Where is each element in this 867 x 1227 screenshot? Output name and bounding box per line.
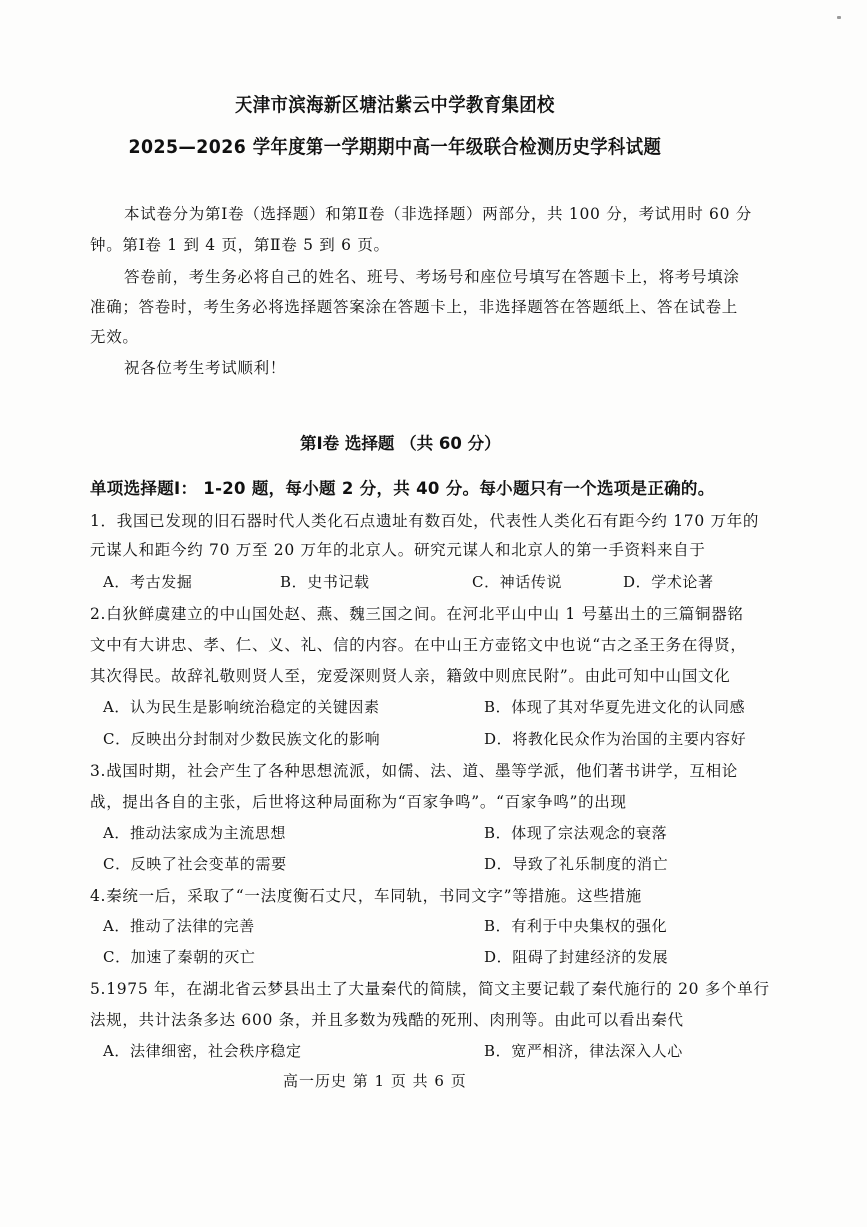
question-3-option-b: B．体现了宗法观念的衰落 <box>484 824 668 842</box>
question-4-option-d: D．阻碍了封建经济的发展 <box>484 948 669 966</box>
question-3-option-a: A．推动法家成为主流思想 <box>103 824 287 842</box>
question-4-option-b: B．有利于中央集权的强化 <box>484 917 668 935</box>
question-5-option-a: A．法律细密，社会秩序稳定 <box>103 1042 302 1060</box>
question-4-option-c: C．加速了秦朝的灭亡 <box>103 948 256 966</box>
question-3-line-2: 战，提出各自的主张，后世将这种局面称为“百家争鸣”。“百家争鸣”的出现 <box>90 793 627 811</box>
corner-mark <box>837 16 841 19</box>
question-1-option-a: A．考古发掘 <box>103 573 193 591</box>
question-3-option-d: D．导致了礼乐制度的消亡 <box>484 855 669 873</box>
page-footer: 高一历史 第 1 页 共 6 页 <box>283 1072 467 1090</box>
exam-title: 2025—2026 学年度第一学期期中高一年级联合检测历史学科试题 <box>128 136 662 158</box>
question-3-line-1: 3.战国时期，社会产生了各种思想流派，如儒、法、道、墨等学派，他们著书讲学，互相论 <box>90 762 738 780</box>
question-2-option-b: B．体现了其对华夏先进文化的认同感 <box>484 698 746 716</box>
question-2-line-3: 其次得民。故辞礼敬则贤人至，宠爱深则贤人亲，籍敛中则庶民附”。由此可知中山国文化 <box>90 667 731 685</box>
question-1-line-2: 元谋人和距今约 70 万至 20 万年的北京人。研究元谋人和北京人的第一手资料来自于 <box>90 541 706 559</box>
question-2-option-d: D．将教化民众作为治国的主要内容好 <box>484 730 747 748</box>
section-title: 第Ⅰ卷 选择题 （共 60 分） <box>300 434 501 453</box>
question-2-line-1: 2.白狄鲜虞建立的中山国处赵、燕、魏三国之间。在河北平山中山 1 号墓出土的三篇铜器铭 <box>90 605 744 623</box>
school-title: 天津市滨海新区塘沽紫云中学教育集团校 <box>235 94 555 116</box>
instruction-p2-line3: 无效。 <box>90 328 139 346</box>
question-1-line-1: 1．我国已发现的旧石器时代人类化石点遗址有数百处，代表性人类化石有距今约 170 万年的 <box>90 512 760 530</box>
instruction-p1-line2: 钟。第Ⅰ卷 1 到 4 页，第Ⅱ卷 5 到 6 页。 <box>90 236 390 254</box>
question-1-option-b: B．史书记载 <box>280 573 370 591</box>
question-3-option-c: C．反映了社会变革的需要 <box>103 855 287 873</box>
question-2-option-c: C．反映出分封制对少数民族文化的影响 <box>103 730 381 748</box>
instruction-p2-line1: 答卷前，考生务必将自己的姓名、班号、考场号和座位号填写在答题卡上，将考号填涂 <box>124 268 740 286</box>
question-5-option-b: B．宽严相济，律法深入人心 <box>484 1042 683 1060</box>
instruction-p3: 祝各位考生考试顺利！ <box>124 359 287 377</box>
question-2-line-2: 文中有大讲忠、孝、仁、义、礼、信的内容。在中山王方壶铭文中也说“古之圣王务在得贤， <box>90 636 747 654</box>
question-4-line-1: 4.秦统一后，采取了“一法度衡石丈尺，车同轨，书同文字”等措施。这些措施 <box>90 887 642 905</box>
question-1-option-c: C．神话传说 <box>472 573 563 591</box>
instruction-p2-line2: 准确；答卷时，考生务必将选择题答案涂在答题卡上，非选择题答在答题纸上、答在试卷上 <box>90 298 739 316</box>
question-2-option-a: A．认为民生是影响统治稳定的关键因素 <box>103 698 380 716</box>
question-group-title: 单项选择题Ⅰ： 1-20 题，每小题 2 分，共 40 分。每小题只有一个选项是正确的。 <box>90 479 715 498</box>
question-4-option-a: A．推动了法律的完善 <box>103 917 255 935</box>
question-5-line-2: 法规，共计法条多达 600 条，并且多数为残酷的死刑、肉刑等。由此可以看出秦代 <box>90 1011 684 1029</box>
instruction-p1-line1: 本试卷分为第Ⅰ卷（选择题）和第Ⅱ卷（非选择题）两部分，共 100 分，考试用时 60 分 <box>124 205 752 223</box>
question-1-option-d: D．学术论著 <box>623 573 714 591</box>
question-5-line-1: 5.1975 年，在湖北省云梦县出土了大量秦代的简牍，简文主要记载了秦代施行的 20 多个单行 <box>90 980 770 998</box>
